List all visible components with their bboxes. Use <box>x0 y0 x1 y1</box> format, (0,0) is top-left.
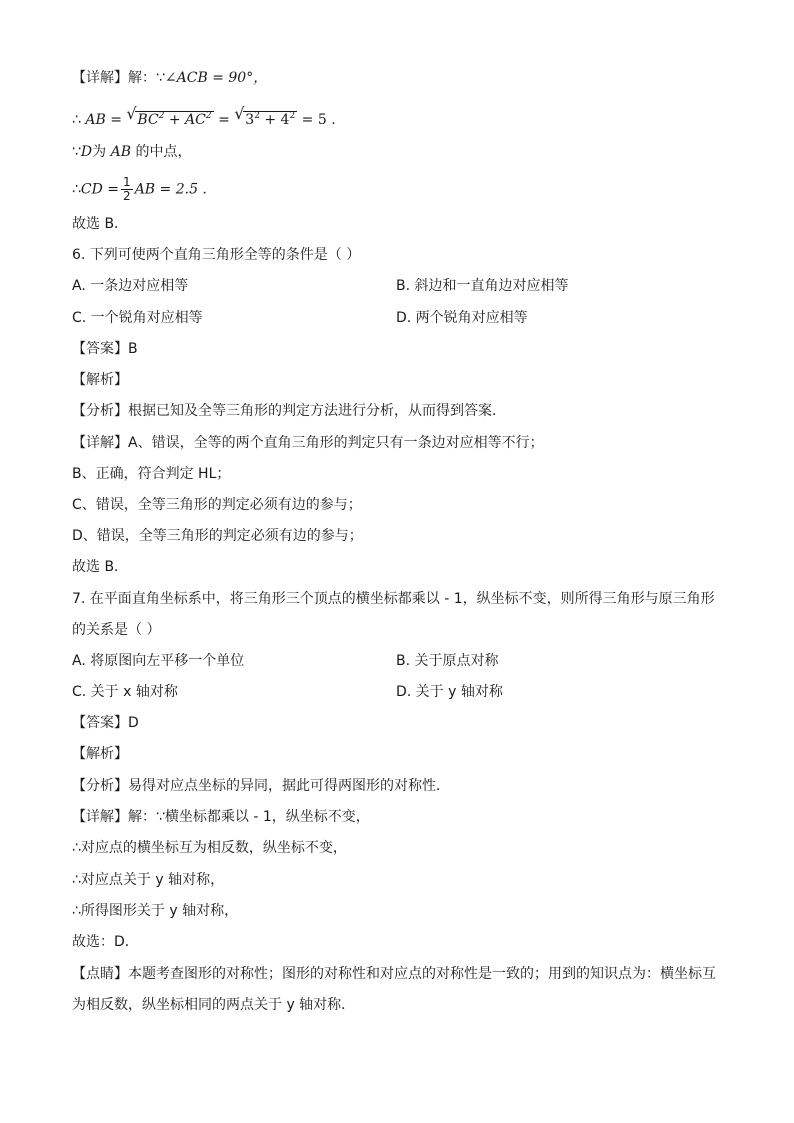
solution-q5-line2: ∴ AB = √ $BC^2 + AC^2$ = √ $3^2 + 4^2 = 5$ . <box>72 104 336 128</box>
question7-option-a: A. 将原图向左平移一个单位 <box>72 653 245 669</box>
question7-dianjing-line1: 【点睛】本题考查图形的对称性；图形的对称性和对应点的对称性是一致的；用到的知识点为：横坐标互 <box>72 966 716 982</box>
solution-q5-line3: ∵D为 AB 的中点， <box>72 144 192 160</box>
question7-stem-line1: 7. 在平面直角坐标系中，将三角形三个顶点的横坐标都乘以 - 1，纵坐标不变，则所得三角形与原三角形 <box>72 591 715 607</box>
question7-step3: ∴所得图形关于 y 轴对称， <box>72 903 239 919</box>
solution-q5-choose: 故选 B． <box>72 216 129 232</box>
solution-q5-line1: 【详解】解：∵∠ACB = 90°， <box>72 70 268 86</box>
question7-answer: 【答案】D <box>72 715 139 731</box>
question6-choose: 故选 B． <box>72 559 129 575</box>
question6-c-line: C、错误，全等三角形的判定必须有边的参与； <box>72 497 362 513</box>
question6-answer: 【答案】B <box>72 341 138 357</box>
question7-step1: ∴对应点的横坐标互为相反数，纵坐标不变， <box>72 840 347 856</box>
sqrt-3-4: √ $3^2 + 4^2$ <box>234 104 296 128</box>
question6-xiangjie: 【详解】A、错误，全等的两个直角三角形的判定只有一条边对应相等不行； <box>72 435 544 451</box>
angle-acb: ∠ACB = 90°， <box>164 70 268 86</box>
solution-q5-line4: ∴CD = $\frac{1}{2}$ AB = 2.5 . <box>72 175 207 203</box>
question6-option-d: D. 两个锐角对应相等 <box>396 310 528 326</box>
question7-option-c: C. 关于 x 轴对称 <box>72 684 178 700</box>
fraction-one-half: $\frac{1}{2}$ <box>123 175 131 203</box>
sqrt-bc-ac: √ $BC^2 + AC^2$ <box>126 104 212 128</box>
question7-step2: ∴对应点关于 y 轴对称， <box>72 872 225 888</box>
question7-xiangjie: 【详解】解：∵横坐标都乘以 - 1，纵坐标不变， <box>72 809 370 825</box>
question6-stem: 6. 下列可使两个直角三角形全等的条件是（ ） <box>72 247 361 263</box>
question6-option-b: B. 斜边和一直角边对应相等 <box>396 278 569 294</box>
question6-analysis-label: 【解析】 <box>72 372 128 388</box>
question6-d-line: D、错误，全等三角形的判定必须有边的参与； <box>72 528 363 544</box>
question7-dianjing-line2: 为相反数，纵坐标相同的两点关于 y 轴对称． <box>72 997 356 1013</box>
question7-stem-line2: 的关系是（ ） <box>72 622 161 638</box>
question7-choose: 故选：D． <box>72 934 139 950</box>
question6-option-c: C. 一个锐角对应相等 <box>72 310 203 326</box>
question7-analysis-label: 【解析】 <box>72 746 128 762</box>
question7-option-b: B. 关于原点对称 <box>396 653 499 669</box>
question6-option-a: A. 一条边对应相等 <box>72 278 189 294</box>
question6-fenxi: 【分析】根据已知及全等三角形的判定方法进行分析，从而得到答案． <box>72 403 506 419</box>
detail-label: 【详解】 <box>72 70 128 86</box>
question7-fenxi: 【分析】易得对应点坐标的异同，据此可得两图形的对称性． <box>72 778 450 794</box>
question6-b-line: B、正确，符合判定 HL； <box>72 466 231 482</box>
question7-option-d: D. 关于 y 轴对称 <box>396 684 503 700</box>
